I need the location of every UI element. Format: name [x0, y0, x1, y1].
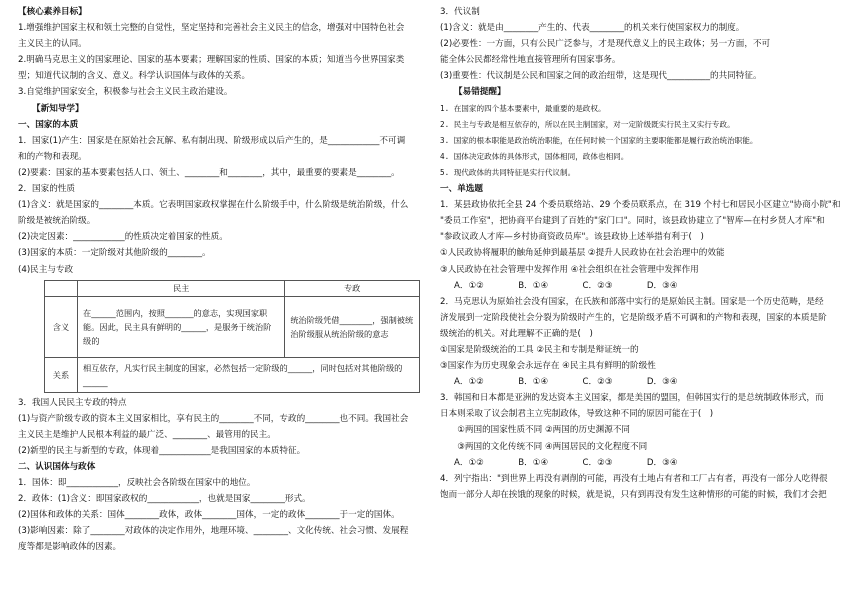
- question-2-text: 2．马克思认为原始社会没有国家，在氏族和部落中实行的是原始民主制。国家是一个历史范畴，是经: [440, 296, 824, 307]
- text-line: (1)含义：就是国家的________本质。它表明国家政权掌握在什么阶级手中，什么阶级是统治阶级，什么: [18, 200, 409, 211]
- text-line: 型；知道代议制的含义、意义。科学认识国体与政体的关系。: [18, 71, 251, 82]
- reminder-item: 1. 在国家的四个基本要素中，最重要的是政权。: [440, 103, 606, 113]
- text-line: 主义民主的认同。: [18, 39, 87, 50]
- heading-single-choice: 一、单选题: [440, 184, 483, 195]
- table-row-label-meaning: 含义: [45, 296, 78, 357]
- reminder-item: 2. 民主与专政是相互依存的，所以在民主制国家，对一定阶级既实行民主又实行专政。: [440, 119, 735, 129]
- text-line: 度等都是影响政体的因素。: [18, 542, 122, 553]
- text-line: (2)国体和政体的关系：国体________政体，政体________国体，一定的政体________于一定的国体。: [18, 510, 400, 521]
- text-line: (3)国家的本质：一定阶级对其他阶级的________。: [18, 248, 211, 259]
- text-line: 能全体公民都经常性地直接管理所有国家事务。: [440, 55, 621, 66]
- section-header-core-goals: 【核心素养目标】: [18, 7, 87, 17]
- question-2-option: ③国家作为历史现象会永远存在 ④民主具有鲜明的阶级性: [440, 361, 656, 372]
- text-line: 1.增强维护国家主权和领土完整的自觉性，坚定坚持和完善社会主义民主的信念，增强对中国特色社会: [18, 23, 405, 34]
- question-1-choices: A．①② B．①④ C．②③ D．③④: [454, 280, 678, 291]
- question-2-choices: A．①② B．①④ C．②③ D．③④: [454, 377, 678, 388]
- question-3-option: ③两国的文化传统不同 ④两国居民的文化程度不同: [440, 441, 648, 452]
- table-cell-dictatorship-meaning: 统治阶级凭借________，强制被统治阶级服从统治阶级的意志: [285, 296, 420, 357]
- question-3-text: 日本则采取了议会制君主立宪制政体，导致这种不同的原因可能在于( ): [440, 409, 714, 420]
- question-1-text: "委员工作室"，把协商平台建到了百姓的"家门口"。同时，该县政协建立了"智库—在村乡贤人才库"和: [440, 216, 825, 227]
- question-2-text: 济发展到一定阶段使社会分裂为阶级时产生的，它是阶级矛盾不可调和的产物和表现，国家的本质是阶: [440, 312, 827, 323]
- table-cell-relation: 相互依存，凡实行民主制度的国家，必然包括一定阶级的______，同时包括对其他阶级的______: [78, 357, 420, 392]
- text-line: 2．政体：(1)含义：即国家政权的____________，也就是国家________形式。: [18, 494, 311, 505]
- reminder-item: 4. 国体决定政体的具体形式，国体相同，政体也相同。: [440, 151, 629, 161]
- question-3-option: ①两国的国家性质不同 ②两国的历史渊源不同: [440, 425, 631, 436]
- text-line: (3)重要性：代议制是公民和国家之间的政治纽带，这是现代__________的共同特征。: [440, 71, 762, 82]
- text-line: (2)决定因素：____________的性质决定着国家的性质。: [18, 232, 228, 243]
- left-column: [18, 4, 422, 556]
- heading-state-system: 二、认识国体与政体: [18, 461, 96, 472]
- text-line: (1)含义：就是由________产生的、代表________的机关来行使国家权力的制度。: [440, 23, 745, 34]
- section-header-new-knowledge: 【新知导学】: [32, 103, 84, 114]
- question-3-choices: A．①② B．①④ C．②③ D．③④: [454, 457, 678, 468]
- question-1-text: "参政议政人才库—乡村协商资政员库"。该县政协上述举措有利于( ): [440, 232, 704, 243]
- text-line: 2．国家的性质: [18, 184, 76, 195]
- text-line: (2)必要性：一方面，只有公民广泛参与，才是现代意义上的民主政体；另一方面，不可: [440, 39, 771, 50]
- text-line: (2)要素：国家的基本要素包括人口、领土、________和________，其中，最重要的要素是________。: [18, 167, 400, 178]
- table-corner-cell: [45, 280, 78, 296]
- text-line: 阶级是被统治阶级。: [18, 216, 96, 227]
- reminder-item: 5. 现代政体的共同特征是实行代议制。: [440, 167, 576, 177]
- text-line: 3．我国人民民主专政的特点: [18, 397, 127, 408]
- text-line: (3)影响因素：除了________对政体的决定作用外，地理环境、________、文化传统、社会习惯、发展程: [18, 526, 409, 537]
- text-line: 3．代议制: [440, 7, 480, 17]
- question-4-text: 4．列宁指出："到世界上再没有剥削的可能，再没有土地占有者和工厂占有者，再没有一部分人吃得很: [440, 473, 828, 484]
- text-line: 主义民主是维护人民根本利益的最广泛、________、最管用的民主。: [18, 429, 276, 440]
- table-header-dictatorship: 专政: [285, 280, 420, 296]
- section-header-error-reminder: 【易错提醒】: [454, 87, 506, 98]
- text-line: 1．国家(1)产生：国家是在原始社会瓦解、私有制出现、阶级形成以后产生的，是____________不可调: [18, 135, 406, 146]
- heading-nature-of-state: 一、国家的本质: [18, 119, 79, 130]
- question-1-option: ③人民政协在社会管理中发挥作用 ④社会组织在社会管理中发挥作用: [440, 264, 699, 275]
- text-line: 和的产物和表现。: [18, 151, 87, 162]
- democracy-dictatorship-table: [44, 280, 420, 393]
- question-2-option: ①国家是阶级统治的工具 ②民主和专制是辩证统一的: [440, 344, 639, 355]
- text-line: 1．国体：即____________，反映社会各阶级在国家中的地位。: [18, 478, 256, 489]
- table-row-label-relation: 关系: [45, 357, 78, 392]
- table-row: [45, 357, 420, 392]
- text-line: (2)新型的民主与新型的专政，体现着____________是我国国家的本质特征。: [18, 445, 306, 456]
- table-row: [45, 296, 420, 357]
- question-4-text: 饱而一部分人却在挨饿的现象的时候，就是说，只有到再没有发生这种情形的可能的时候，我们才会把: [440, 489, 827, 500]
- text-line: (1)与资产阶级专政的资本主义国家相比，享有民主的________不同，专政的________也不同。我国社会: [18, 413, 409, 424]
- table-header-row: [45, 280, 420, 296]
- question-1-text: 1．某县政协依托全县 24 个委员联络站、29 个委员联系点，在 319 个村七和居民小区建立"协商小院"和: [440, 200, 841, 211]
- table-cell-democracy-meaning: 在______范围内，按照_______的意志，实现国家职能。因此，民主具有鲜明的______，是服务于统治阶级的: [78, 296, 285, 357]
- question-1-option: ①人民政协将履职的触角延伸到最基层 ②提升人民政协在社会治理中的效能: [440, 248, 725, 259]
- question-2-text: 级统治的机关。对此理解不正确的是( ): [440, 328, 593, 339]
- text-line: 3.自觉维护国家安全，积极参与社会主义民主政治建设。: [18, 87, 233, 98]
- text-line: (4)民主与专政: [18, 264, 74, 275]
- reminder-item: 3. 国家的根本职能是政治统治职能，在任何时候一个国家的主要职能都是履行政治统治职能。: [440, 135, 758, 145]
- table-header-democracy: 民主: [78, 280, 285, 296]
- right-column: [440, 4, 844, 503]
- text-line: 2.明确马克思主义的国家理论、国家的基本要素；理解国家的性质、国家的本质；知道当今世界国家类: [18, 55, 405, 66]
- question-3-text: 3．韩国和日本都是亚洲的发达资本主义国家，都是美国的盟国，但韩国实行的是总统制政体形式，而: [440, 393, 824, 404]
